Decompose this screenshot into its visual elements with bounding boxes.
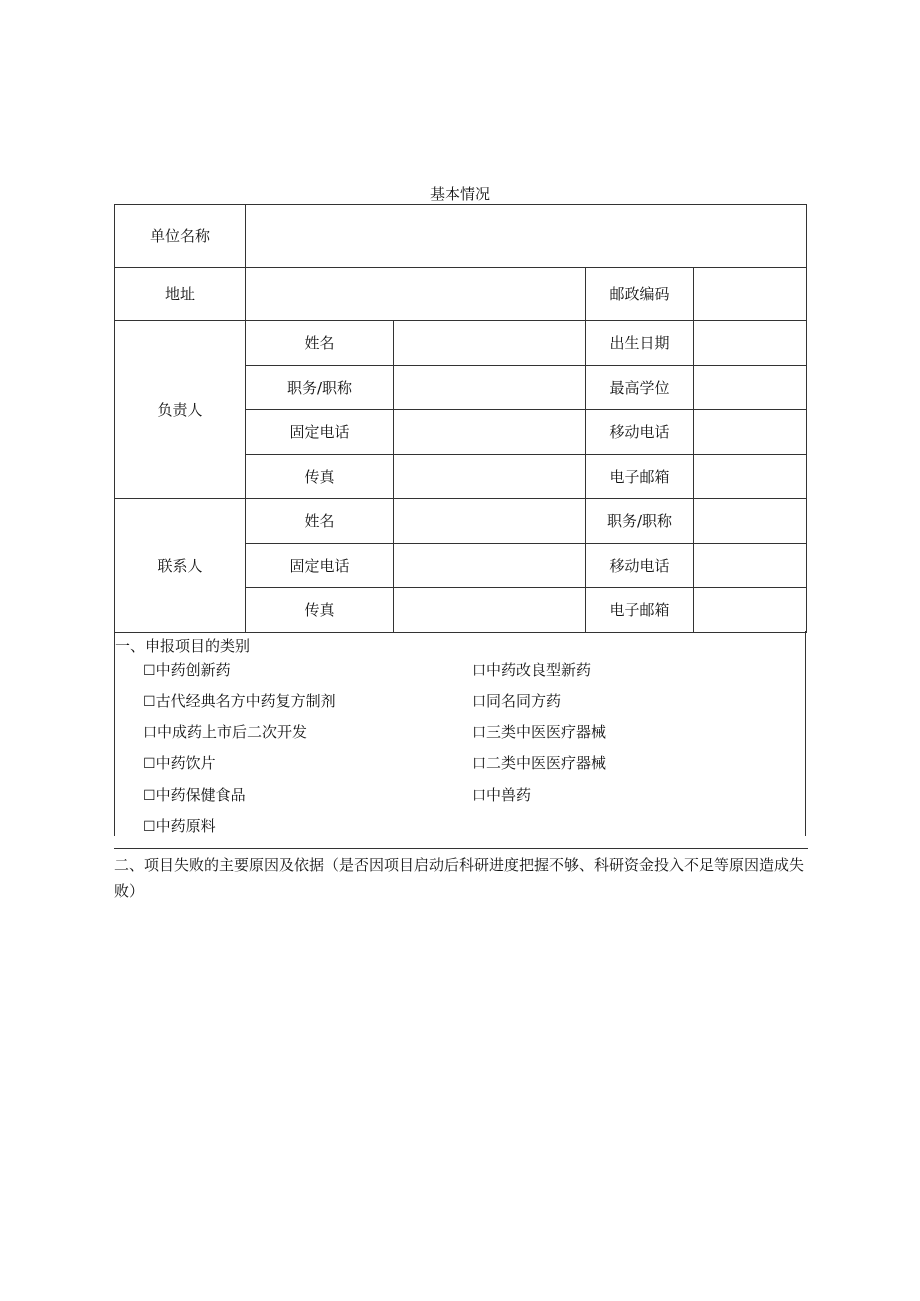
leader-fax-label: 传真 xyxy=(246,455,394,499)
category-option-label: 同名同方药 xyxy=(486,692,562,710)
leader-birth-label: 出生日期 xyxy=(586,321,694,366)
checkbox-icon[interactable]: ☐ xyxy=(143,819,156,835)
checkbox-icon[interactable]: ☐ xyxy=(143,663,156,679)
category-option[interactable] xyxy=(472,661,591,680)
checkbox-icon[interactable]: 口 xyxy=(472,788,486,804)
leader-mobile-field[interactable] xyxy=(694,410,807,455)
leader-fax-field[interactable] xyxy=(394,455,586,499)
category-option-label: 中兽药 xyxy=(486,786,532,804)
category-option-label: 中成药上市后二次开发 xyxy=(157,723,308,741)
contact-email-field[interactable] xyxy=(694,588,807,633)
contact-name-label: 姓名 xyxy=(246,499,394,544)
checkbox-icon[interactable]: 口 xyxy=(472,663,486,679)
category-option[interactable] xyxy=(472,786,531,805)
checkbox-icon[interactable]: 口 xyxy=(472,756,486,772)
leader-birth-field[interactable] xyxy=(694,321,807,366)
category-option[interactable] xyxy=(143,692,336,711)
category-heading: 一、申报项目的类别 xyxy=(115,637,251,655)
category-option-label: 古代经典名方中药复方制剂 xyxy=(155,692,336,710)
leader-position-field[interactable] xyxy=(394,366,586,410)
leader-name-field[interactable] xyxy=(394,321,586,366)
address-field[interactable] xyxy=(246,268,586,321)
basic-info-table xyxy=(114,204,807,633)
checkbox-icon[interactable]: 口 xyxy=(472,694,486,710)
page-title: 基本情况 xyxy=(429,185,490,203)
leader-email-label: 电子邮箱 xyxy=(586,455,694,499)
category-option-label: 三类中医医疗器械 xyxy=(486,723,607,741)
contact-email-label: 电子邮箱 xyxy=(586,588,694,633)
leader-mobile-label: 移动电话 xyxy=(586,410,694,455)
contact-phone-field[interactable] xyxy=(394,544,586,588)
contact-fax-field[interactable] xyxy=(394,588,586,633)
leader-degree-label: 最高学位 xyxy=(586,366,694,410)
category-option[interactable] xyxy=(143,661,231,680)
checkbox-icon[interactable]: ☐ xyxy=(143,694,156,710)
leader-email-field[interactable] xyxy=(694,455,807,499)
checkbox-icon[interactable]: ☐ xyxy=(143,756,156,772)
section-divider xyxy=(114,848,808,849)
category-option-label: 中药原料 xyxy=(155,817,216,835)
failure-reason-heading: 二、项目失败的主要原因及依据（是否因项目启动后科研进度把握不够、科研资金投入不足等原因造成失败） xyxy=(114,856,805,900)
category-option-label: 中药创新药 xyxy=(155,661,231,679)
checkbox-icon[interactable]: 口 xyxy=(472,725,486,741)
address-label: 地址 xyxy=(115,268,246,321)
unit-name-field[interactable] xyxy=(246,205,807,268)
leader-degree-field[interactable] xyxy=(694,366,807,410)
category-option[interactable] xyxy=(472,723,606,742)
checkbox-icon[interactable]: ☐ xyxy=(143,788,156,804)
category-option-label: 中药饮片 xyxy=(155,754,216,772)
category-option-label: 中药改良型新药 xyxy=(486,661,592,679)
contact-position-label: 职务/职称 xyxy=(586,499,694,544)
checkbox-icon[interactable]: 口 xyxy=(143,725,157,741)
postcode-field[interactable] xyxy=(694,268,807,321)
category-option[interactable] xyxy=(143,723,307,742)
contact-phone-label: 固定电话 xyxy=(246,544,394,588)
contact-name-field[interactable] xyxy=(394,499,586,544)
leader-phone-label: 固定电话 xyxy=(246,410,394,455)
category-option-label: 二类中医医疗器械 xyxy=(486,754,607,772)
category-option[interactable] xyxy=(472,692,561,711)
category-option[interactable] xyxy=(143,786,246,805)
category-option[interactable] xyxy=(143,754,216,773)
category-section xyxy=(114,631,806,836)
unit-name-label: 单位名称 xyxy=(115,205,246,268)
contact-position-field[interactable] xyxy=(694,499,807,544)
contact-group-label: 联系人 xyxy=(115,499,246,633)
category-option[interactable] xyxy=(472,754,606,773)
contact-mobile-label: 移动电话 xyxy=(586,544,694,588)
leader-group-label: 负责人 xyxy=(115,321,246,499)
leader-position-label: 职务/职称 xyxy=(246,366,394,410)
contact-mobile-field[interactable] xyxy=(694,544,807,588)
postcode-label: 邮政编码 xyxy=(586,268,694,321)
contact-fax-label: 传真 xyxy=(246,588,394,633)
leader-name-label: 姓名 xyxy=(246,321,394,366)
leader-phone-field[interactable] xyxy=(394,410,586,455)
category-option[interactable] xyxy=(143,817,216,836)
category-option-label: 中药保健食品 xyxy=(155,786,246,804)
